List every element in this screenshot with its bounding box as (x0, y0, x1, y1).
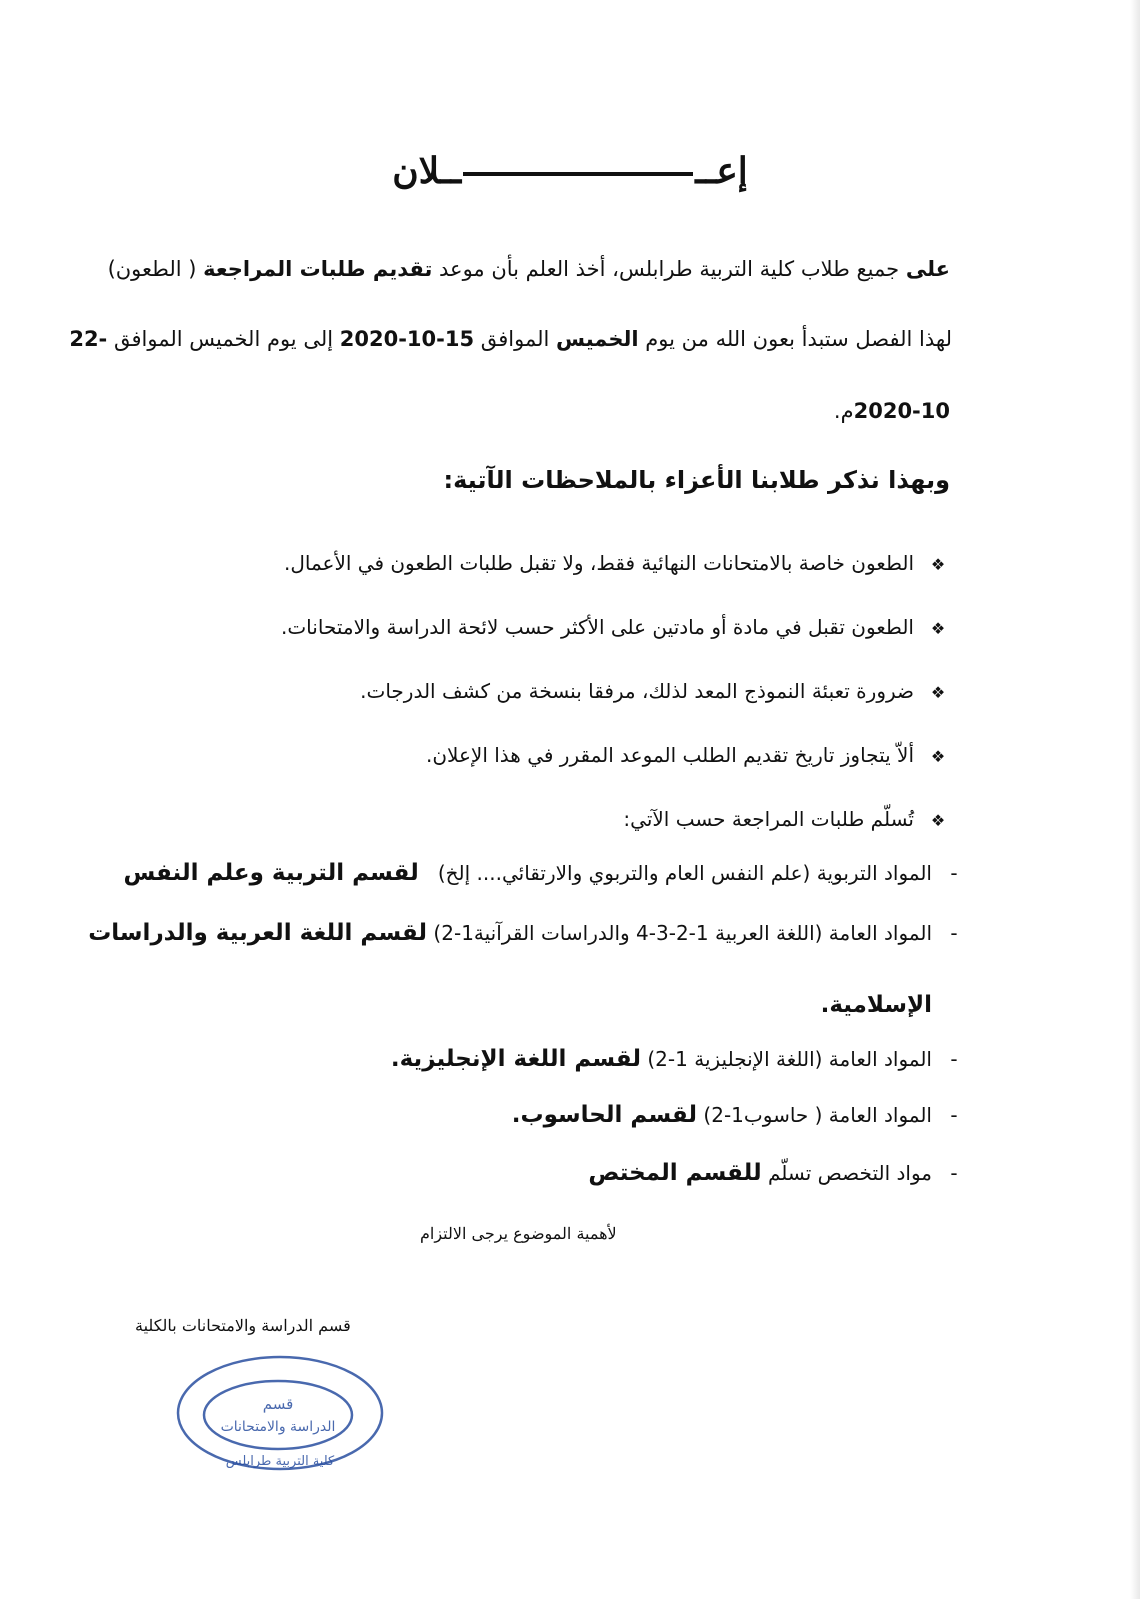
submission-item: -مواد التخصص تسلّم للقسم المختص (588, 1160, 958, 1186)
submission-item: -المواد العامة ( حاسوب1-2) لقسم الحاسوب. (511, 1102, 958, 1128)
diamond-bullet-icon: ❖ (930, 619, 946, 638)
diamond-bullet-icon: ❖ (930, 555, 946, 574)
note-item: ❖تُسلّم طلبات المراجعة حسب الآتي: (281, 806, 952, 870)
title-row (0, 150, 1140, 192)
diamond-bullet-icon: ❖ (930, 683, 946, 702)
scan-edge-shadow (1130, 0, 1140, 1599)
intro-line-1: على جميع طلاب كلية التربية طرابلس، أخذ العلم بأن موعد تقديم طلبات المراجعة ( الطعون) (107, 257, 950, 281)
closing-note: لأهمية الموضوع يرجى الالتزام (420, 1224, 617, 1243)
submission-item-continuation: الإسلامية. (820, 992, 932, 1018)
signer-line: قسم الدراسة والامتحانات بالكلية (135, 1316, 351, 1335)
stamp-line-2: الدراسة والامتحانات (220, 1419, 336, 1435)
stamp-inner-ring (204, 1381, 352, 1449)
intro-line-3: 2020-10م. (833, 399, 950, 423)
note-item: ❖الطعون خاصة بالامتحانات النهائية فقط، ولا تقبل طلبات الطعون في الأعمال. (281, 550, 952, 614)
note-item: ❖ألاّ يتجاوز تاريخ تقديم الطلب الموعد المقرر في هذا الإعلان. (281, 742, 952, 806)
diamond-bullet-icon: ❖ (930, 811, 946, 830)
stamp-line-1: قسم (262, 1395, 294, 1413)
note-item: ❖الطعون تقبل في مادة أو مادتين على الأكثر حسب لائحة الدراسة والامتحانات. (281, 614, 952, 678)
note-item: ❖ضرورة تعبئة النموذج المعد لذلك، مرفقا بنسخة من كشف الدرجات. (281, 678, 952, 742)
stamp-ring-text: كلية التربية طرابلس (225, 1454, 335, 1469)
diamond-bullet-icon: ❖ (930, 747, 946, 766)
intro-line-2: لهذا الفصل ستبدأ بعون الله من يوم الخميس الموافق 2020-10-15 إلى يوم الخميس الموافق 22- (69, 327, 952, 351)
submission-item: -المواد التربوية (علم النفس العام والتربوي والارتقائي.... إلخ) لقسم التربية وعلم النفس (123, 860, 958, 886)
page-title: إعــــلان (392, 150, 748, 192)
official-stamp (170, 1345, 390, 1475)
notes-list (281, 550, 952, 870)
notes-heading: وبهذا نذكر طلابنا الأعزاء بالملاحظات الآتية: (443, 466, 950, 494)
submission-item: -المواد العامة (اللغة العربية 1-2-3-4 والدراسات القرآنية1-2) لقسم اللغة العربية والدراسات (88, 920, 958, 946)
submission-item: -المواد العامة (اللغة الإنجليزية 1-2) لقسم اللغة الإنجليزية. (390, 1046, 958, 1072)
title-kashida-line (463, 172, 693, 176)
